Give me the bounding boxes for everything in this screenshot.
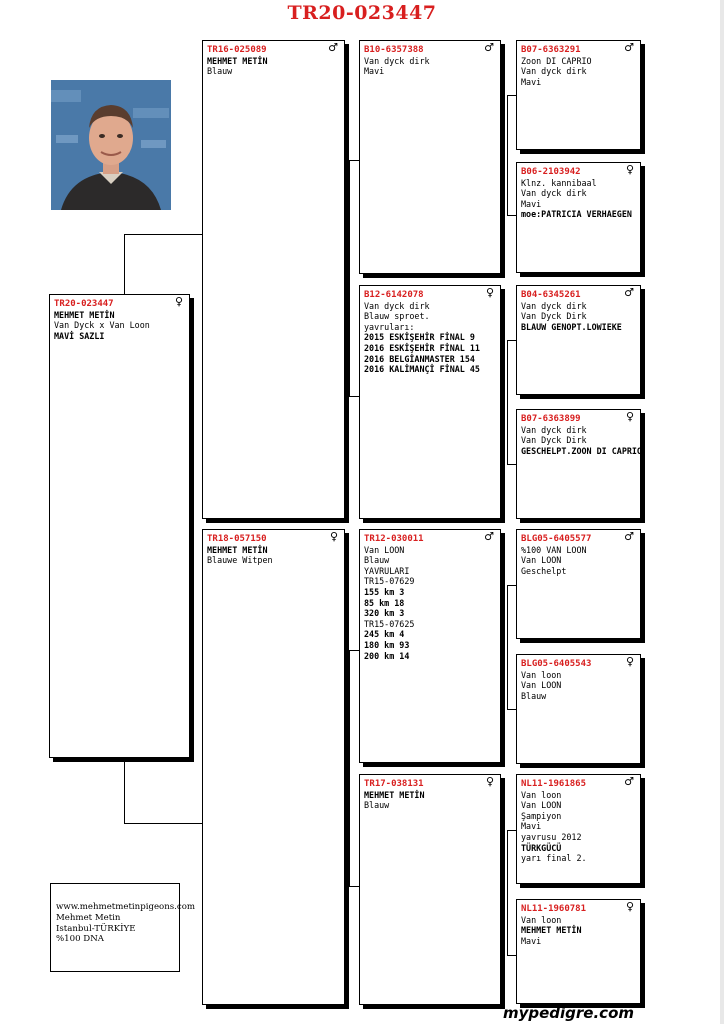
- card-line: Mavi: [521, 76, 542, 87]
- card-line: Blauwe Witpen: [207, 555, 273, 566]
- owner-name: Mehmet Metin: [56, 912, 121, 923]
- dam-dam-card[interactable]: [359, 774, 501, 1005]
- card-line: 2016 KALİMANÇİ FİNAL 45: [364, 364, 480, 375]
- connector-line: [124, 823, 202, 824]
- dam-sire-card[interactable]: [359, 529, 501, 763]
- card-line: TR15-07629: [364, 576, 415, 587]
- card-line: MAVİ SAZLI: [54, 330, 105, 341]
- card-line: Blauw: [521, 690, 547, 701]
- card-line: Van Dyck Dirk: [521, 311, 587, 322]
- card-line: Klnz. kannibaal: [521, 177, 597, 188]
- card-line: Geschelpt: [521, 565, 567, 576]
- card-line: 2015 ESKİŞEHİR FİNAL 9: [364, 332, 475, 343]
- website-link[interactable]: www.mehmetmetinpigeons.com: [56, 902, 196, 912]
- card-line: 200 km 14: [364, 650, 410, 661]
- ring-number: TR18-057150: [207, 534, 267, 544]
- subject-card[interactable]: [49, 294, 190, 758]
- ring-number: B06-2103942: [521, 167, 581, 177]
- sire-card[interactable]: [202, 40, 345, 519]
- card-line: Mavi: [521, 198, 542, 209]
- card-line: Şampiyon: [521, 810, 562, 821]
- card-line: 2016 ESKİŞEHİR FİNAL 11: [364, 342, 480, 353]
- card-line: Van dyck dirk: [521, 188, 587, 199]
- ring-number: BLG05-6405577: [521, 534, 592, 544]
- card-line: Zoon DI CAPRIO: [521, 55, 592, 66]
- card-line: 2016 BELGİANMASTER 154: [364, 353, 475, 364]
- owner-photo: [51, 80, 171, 210]
- ring-number: NL11-1961865: [521, 779, 587, 789]
- female-icon: ♀: [485, 775, 494, 788]
- card-line: Van dyck dirk: [521, 66, 587, 77]
- card-line: Van loon: [521, 789, 562, 800]
- male-icon: ♂: [624, 286, 634, 299]
- card-line: Blauw: [364, 555, 390, 566]
- card-line: Van Dyck x Van Loon: [54, 320, 150, 331]
- ring-number: B12-6142078: [364, 290, 424, 300]
- page-edge: [720, 0, 724, 1024]
- card-line: YAVRULARI: [364, 565, 410, 576]
- female-icon: ♀: [485, 286, 494, 299]
- male-icon: ♂: [484, 41, 494, 54]
- connector-line: [349, 160, 359, 161]
- ring-number: TR17-038131: [364, 779, 424, 789]
- connector-line: [507, 585, 508, 709]
- card-line: Van LOON: [364, 544, 405, 555]
- card-line: Van LOON: [521, 800, 562, 811]
- connector-line: [349, 886, 359, 887]
- card-line: TR15-07625: [364, 618, 415, 629]
- male-icon: ♂: [484, 530, 494, 543]
- male-icon: ♀: [625, 655, 634, 668]
- connector-line: [507, 95, 508, 215]
- card-line: yavruları:: [364, 321, 415, 332]
- connector-line: [507, 340, 516, 341]
- connector-line: [507, 585, 516, 586]
- card-line: moe:PATRICIA VERHAEGEN: [521, 209, 632, 220]
- male-icon: ♂: [328, 41, 338, 54]
- connector-line: [124, 758, 125, 823]
- card-line: 155 km 3: [364, 586, 405, 597]
- card-line: Van Dyck Dirk: [521, 435, 587, 446]
- male-icon: ♂: [624, 41, 634, 54]
- card-line: BLAUW GENOPT.LOWIEKE: [521, 321, 622, 332]
- card-line: 245 km 4: [364, 629, 405, 640]
- card-line: Blauw: [207, 66, 233, 77]
- ring-number: BLG05-6405543: [521, 659, 592, 669]
- sdd-card[interactable]: [516, 409, 641, 519]
- owner-portrait-image: [51, 80, 171, 210]
- ssd-card[interactable]: [516, 162, 641, 273]
- ring-number: NL11-1960781: [521, 904, 587, 914]
- card-line: 85 km 18: [364, 597, 405, 608]
- dam-card[interactable]: [202, 529, 345, 1005]
- card-line: MEHMET METİN: [521, 925, 582, 936]
- female-icon: ♀: [625, 163, 634, 176]
- card-line: Van dyck dirk: [364, 55, 430, 66]
- card-line: Van dyck dirk: [364, 300, 430, 311]
- connector-line: [507, 340, 508, 464]
- sire-dam-card[interactable]: [359, 285, 501, 519]
- ring-number: B07-6363899: [521, 414, 581, 424]
- connector-line: [507, 464, 516, 465]
- card-line: MEHMET METİN: [207, 544, 268, 555]
- card-line: MEHMET METİN: [207, 55, 268, 66]
- card-line: Blauw: [364, 800, 390, 811]
- card-line: %100 VAN LOON: [521, 544, 587, 555]
- card-line: Mavi: [364, 66, 385, 77]
- card-line: MEHMET METİN: [364, 789, 425, 800]
- connector-line: [124, 234, 202, 235]
- card-line: MEHMET METİN: [54, 309, 115, 320]
- card-line: yarı final 2.: [521, 853, 587, 864]
- connector-line: [507, 95, 516, 96]
- ring-number: TR20-023447: [54, 299, 114, 309]
- ring-number: TR12-030011: [364, 534, 424, 544]
- male-icon: ♂: [624, 775, 634, 788]
- female-icon: ♀: [329, 530, 338, 543]
- dna-note: %100 DNA: [56, 934, 104, 945]
- card-line: 180 km 93: [364, 639, 410, 650]
- dss-card[interactable]: [516, 529, 641, 639]
- owner-location: Istanbul-TÜRKİYE: [56, 923, 136, 934]
- page-title: TR20-023447: [287, 2, 437, 24]
- card-line: 320 km 3: [364, 608, 405, 619]
- sds-card[interactable]: [516, 285, 641, 395]
- brand-logo[interactable]: mypedigre.com: [502, 1004, 634, 1022]
- card-line: Van dyck dirk: [521, 300, 587, 311]
- female-icon: ♀: [625, 900, 634, 913]
- sire-sire-card[interactable]: [359, 40, 501, 274]
- card-line: Mavi: [521, 821, 542, 832]
- connector-line: [507, 955, 516, 956]
- dds-card[interactable]: [516, 774, 641, 884]
- connector-line: [507, 830, 516, 831]
- card-line: Van loon: [521, 914, 562, 925]
- connector-line: [507, 830, 508, 955]
- card-line: Van dyck dirk: [521, 424, 587, 435]
- card-line: Mavi: [521, 935, 542, 946]
- card-line: Blauw sproet.: [364, 311, 430, 322]
- connector-line: [507, 709, 516, 710]
- female-icon: ♀: [174, 295, 183, 308]
- connector-line: [349, 650, 350, 886]
- card-line: Van loon: [521, 669, 562, 680]
- ring-number: B04-6345261: [521, 290, 581, 300]
- card-line: Van LOON: [521, 680, 562, 691]
- ring-number: B07-6363291: [521, 45, 581, 55]
- connector-line: [124, 234, 125, 294]
- dsd-card[interactable]: [516, 654, 641, 764]
- connector-line: [349, 650, 359, 651]
- connector-line: [507, 215, 516, 216]
- card-line: Van LOON: [521, 555, 562, 566]
- connector-line: [349, 396, 359, 397]
- contact-box: [50, 883, 196, 972]
- ddd-card[interactable]: [516, 899, 641, 1004]
- ring-number: B10-6357388: [364, 45, 424, 55]
- card-line: GESCHELPT.ZOON DI CAPRIO: [521, 445, 643, 456]
- ring-number: TR16-025089: [207, 45, 267, 55]
- card-line: yavrusu 2012: [521, 831, 582, 842]
- male-icon: ♂: [624, 530, 634, 543]
- sss-card[interactable]: [516, 40, 641, 150]
- card-line: TÜRKGÜCÜ: [521, 842, 562, 853]
- connector-line: [349, 160, 350, 396]
- female-icon: ♀: [625, 410, 634, 423]
